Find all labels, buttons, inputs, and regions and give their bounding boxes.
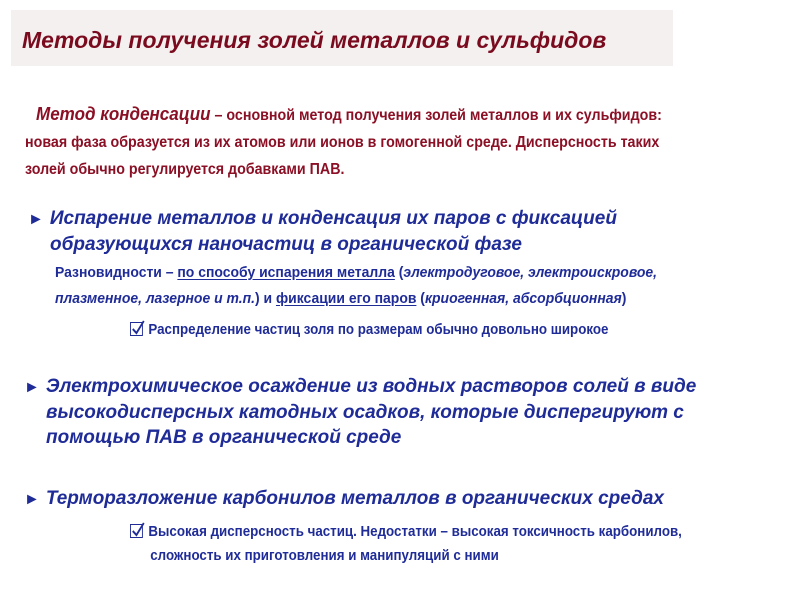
item-text: Электрохимическое осаждение из водных растворов солей в виде xyxy=(45,376,697,397)
varieties-text xyxy=(55,260,657,312)
varieties-fixation-types: криогенная, абсорбционная xyxy=(424,290,622,307)
item-line xyxy=(28,232,617,257)
note-line xyxy=(130,520,682,544)
item-text: Испарение металлов и конденсация их паров с фиксацией xyxy=(49,208,617,229)
note-text: сложность их приготовления и манипуляций с ними xyxy=(150,548,499,564)
varieties-fixation-way: фиксации его паров xyxy=(275,290,417,307)
triangle-bullet-icon: ► xyxy=(24,491,40,508)
note-carbonyl xyxy=(130,520,682,568)
note-line xyxy=(130,544,682,568)
varieties-evaporation-types: электродуговое, электроискровое, xyxy=(403,264,658,281)
varieties-evaporation-way: по способу испарения металла xyxy=(177,264,395,281)
item-line xyxy=(24,486,664,512)
varieties-evaporation-types-cont: плазменное, лазерное и т.п. xyxy=(55,290,255,307)
paren-open: ( xyxy=(416,290,425,307)
item-line xyxy=(24,425,696,450)
method-item-evaporation xyxy=(28,206,617,257)
method-item-carbonyl xyxy=(24,486,664,512)
item-line xyxy=(24,400,696,425)
intro-line-1-rest: – основной метод получения золей металлов и их сульфидов: xyxy=(210,107,662,124)
item-line xyxy=(28,206,617,232)
item-text: высокодисперсных катодных осадков, которые диспергируют с xyxy=(46,402,684,423)
item-text: помощью ПАВ в органической среде xyxy=(46,427,402,448)
paren-open: ( xyxy=(394,264,404,281)
checkbox-icon xyxy=(130,524,143,538)
intro-line-1 xyxy=(25,100,733,129)
note-text: Распределение частиц золя по размерам обычно довольно широкое xyxy=(148,322,609,338)
item-text: образующихся наночастиц в органической фазе xyxy=(50,234,522,255)
paren-close: ) xyxy=(621,290,627,307)
intro-term: Метод конденсации xyxy=(36,103,211,124)
method-item-electrochemical xyxy=(24,374,696,450)
varieties-line-2 xyxy=(55,286,657,312)
intro-line-2: новая фаза образуется из их атомов или ионов в гомогенной среде. Дисперсность таких xyxy=(25,134,660,151)
item-line xyxy=(24,374,696,400)
intro-line-3: золей обычно регулируется добавками ПАВ. xyxy=(25,161,345,178)
varieties-prefix: Разновидности – xyxy=(55,264,178,281)
varieties-connector: ) и xyxy=(254,290,276,307)
varieties-line-1 xyxy=(55,260,657,286)
triangle-bullet-icon: ► xyxy=(28,211,44,228)
triangle-bullet-icon: ► xyxy=(24,379,40,396)
item-text: Терморазложение карбонилов металлов в органических средах xyxy=(45,488,664,509)
slide-title: Методы получения золей металлов и сульфидов xyxy=(22,27,607,53)
note-distribution xyxy=(130,318,608,342)
note-text: Высокая дисперсность частиц. Недостатки – высокая токсичность карбонилов, xyxy=(148,524,682,540)
checkbox-icon xyxy=(130,322,143,336)
intro-paragraph xyxy=(25,100,733,183)
note-line xyxy=(130,318,608,342)
